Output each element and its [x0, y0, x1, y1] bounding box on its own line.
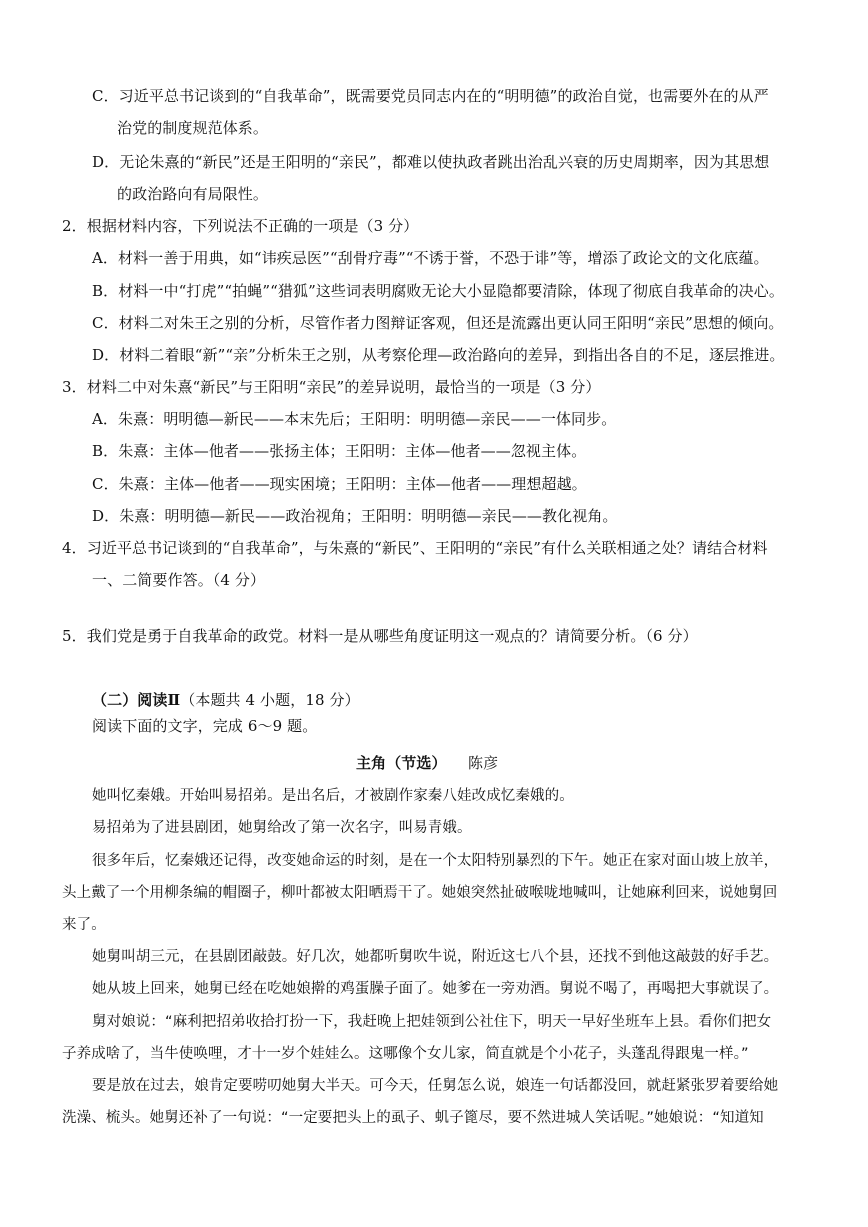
q1-option-d-line1: D．无论朱熹的“新民”还是王阳明的“亲民”，都难以使执政者跳出治乱兴衰的历史周期率，因为其思想 [92, 153, 770, 171]
story-paragraph-2: 易招弟为了进县剧团，她舅给改了第一次名字，叫易青娥。 [92, 820, 472, 836]
story-paragraph-3-line3: 来了。 [62, 917, 106, 933]
q5-line1: 5．我们党是勇于自我革命的政党。材料一是从哪些角度证明这一观点的？请简要分析。（6 分） [62, 627, 698, 645]
q3-option-d: D．朱熹：明明德—新民——政治视角；王阳明：明明德—亲民——教化视角。 [92, 507, 618, 525]
section2-heading-rest: （本题共 4 小题，18 分） [180, 691, 360, 709]
q3-option-b: B．朱熹：主体—他者——张扬主体；王阳明：主体—他者——忽视主体。 [92, 442, 587, 460]
q2-option-b: B．材料一中“打虎”“拍蝇”“猎狐”这些词表明腐败无论大小显隐都要清除，体现了彻底自我革命的决心。 [92, 282, 784, 300]
story-paragraph-3-line1: 很多年后，忆秦娥还记得，改变她命运的时刻，是在一个太阳特别暴烈的下午。她正在家对面山坡上放羊， [92, 853, 779, 869]
story-paragraph-4: 她舅叫胡三元，在县剧团敲鼓。好几次，她都听舅吹牛说，附近这七八个县，还找不到他这敲鼓的好手艺。 [92, 949, 779, 965]
story-title: 主角（节选） [356, 754, 447, 772]
q2-option-a: A．材料一善于用典，如“讳疾忌医”“刮骨疗毒”“不诱于誉，不恐于诽”等，增添了政论文的文化底蕴。 [92, 249, 769, 267]
section2-heading [92, 689, 360, 711]
story-paragraph-7-line1: 要是放在过去，娘肯定要唠叨她舅大半天。可今天，任舅怎么说，娘连一句话都没回，就赶紧张罗着要给她 [92, 1078, 779, 1094]
q2-option-d: D．材料二着眼“新”“亲”分析朱王之别，从考察伦理—政治路向的差异，到指出各自的不足，逐层推进。 [92, 346, 785, 364]
q4-line2: 一、二简要作答。（4 分） [92, 571, 266, 589]
story-author: 陈彦 [468, 754, 499, 772]
story-paragraph-3-line2: 头上戴了一个用柳条编的帽圈子，柳叶都被太阳晒焉干了。她娘突然扯破喉咙地喊叫，让她麻利回来，说她舅回 [62, 885, 778, 901]
q3-option-c: C．朱熹：主体—他者——现实困境；王阳明：主体—他者——理想超越。 [92, 475, 587, 493]
section2-instruction: 阅读下面的文字，完成 6～9 题。 [92, 717, 318, 735]
q1-option-c-line2: 治党的制度规范体系。 [117, 119, 269, 137]
story-paragraph-5: 她从坡上回来，她舅已经在吃她娘擀的鸡蛋臊子面了。她爹在一旁劝酒。舅说不喝了，再喝把大事就误了。 [92, 981, 779, 997]
section2-heading-bold: （二）阅读Ⅱ [92, 691, 181, 709]
story-paragraph-1: 她叫忆秦娥。开始叫易招弟。是出名后，才被剧作家秦八娃改成忆秦娥的。 [92, 788, 574, 804]
q1-option-d-line2: 的政治路向有局限性。 [117, 185, 269, 203]
q4-line1: 4．习近平总书记谈到的“自我革命”，与朱熹的“新民”、王阳明的“亲民”有什么关联相通之处？请结合材料 [62, 539, 768, 557]
story-paragraph-6-line2: 子养成啥了，当牛使唤哩，才十一岁个娃娃么。这哪像个女儿家，简直就是个小花子，头蓬乱得跟鬼一样。” [62, 1046, 749, 1062]
story-paragraph-7-line2: 洗澡、梳头。她舅还补了一句说：“一定要把头上的虱子、虮子篦尽，要不然进城人笑话呢。”她娘说：“知道知 [62, 1110, 764, 1126]
q3-option-a: A．朱熹：明明德—新民——本末先后；王阳明：明明德—亲民——一体同步。 [92, 410, 617, 428]
q2-stem: 2．根据材料内容，下列说法不正确的一项是（3 分） [62, 217, 419, 235]
q1-option-c-line1: C．习近平总书记谈到的“自我革命”，既需要党员同志内在的“明明德”的政治自觉，也需要外在的从严 [92, 87, 769, 105]
q2-option-c: C．材料二对朱王之别的分析，尽管作者力图辩证客观，但还是流露出更认同王阳明“亲民”思想的倾向。 [92, 314, 784, 332]
story-paragraph-6-line1: 舅对娘说：“麻利把招弟收拾打扮一下，我赶晚上把娃领到公社住下，明天一早好坐班车上县。看你们把女 [92, 1014, 772, 1030]
q3-stem: 3．材料二中对朱熹“新民”与王阳明“亲民”的差异说明，最恰当的一项是（3 分） [62, 378, 601, 396]
